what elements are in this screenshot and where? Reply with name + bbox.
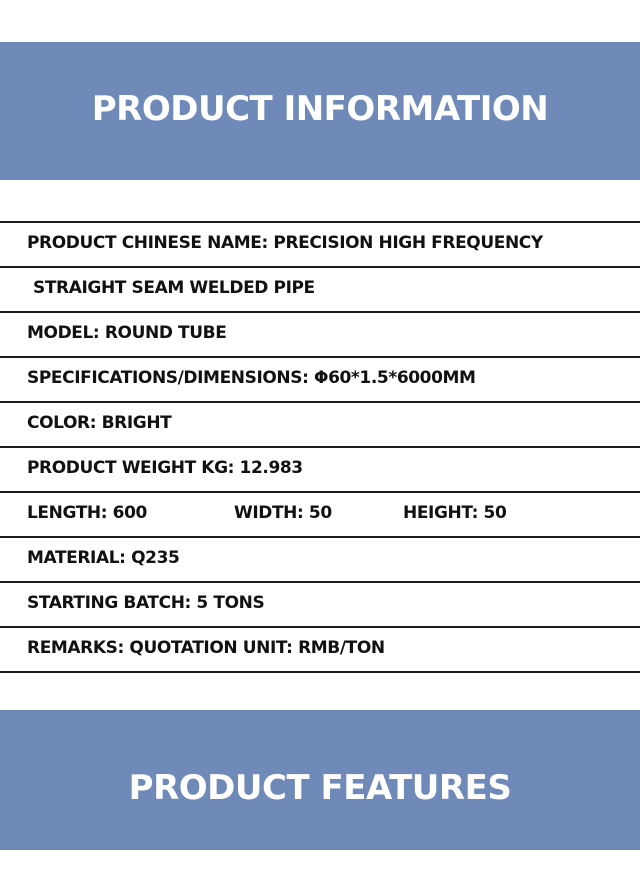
length-value: LENGTH: 600 [27, 503, 147, 523]
specifications-value: SPECIFICATIONS/DIMENSIONS: Φ60*1.5*6000MM [27, 368, 476, 388]
product-information-title: PRODUCT INFORMATION [91, 89, 549, 129]
product-info-table [0, 221, 640, 673]
table-row [0, 311, 640, 356]
product-features-banner [0, 710, 640, 850]
product-information-banner [0, 42, 640, 180]
weight-value: PRODUCT WEIGHT KG: 12.983 [27, 458, 303, 478]
color-value: COLOR: BRIGHT [27, 413, 172, 433]
material-value: MATERIAL: Q235 [27, 548, 180, 568]
table-row [0, 446, 640, 491]
product-name-line1: PRODUCT CHINESE NAME: PRECISION HIGH FREQUENCY [27, 233, 543, 253]
width-value: WIDTH: 50 [234, 503, 332, 523]
product-features-title: PRODUCT FEATURES [128, 768, 512, 808]
model-value: MODEL: ROUND TUBE [27, 323, 227, 343]
table-row [0, 626, 640, 673]
remarks-value: REMARKS: QUOTATION UNIT: RMB/TON [27, 638, 385, 658]
table-row [0, 356, 640, 401]
product-name-line2: STRAIGHT SEAM WELDED PIPE [33, 278, 315, 298]
table-row [0, 581, 640, 626]
height-value: HEIGHT: 50 [403, 503, 507, 523]
table-row [0, 221, 640, 266]
table-row [0, 536, 640, 581]
table-row [0, 401, 640, 446]
starting-batch-value: STARTING BATCH: 5 TONS [27, 593, 265, 613]
table-row [0, 491, 640, 536]
table-row [0, 266, 640, 311]
